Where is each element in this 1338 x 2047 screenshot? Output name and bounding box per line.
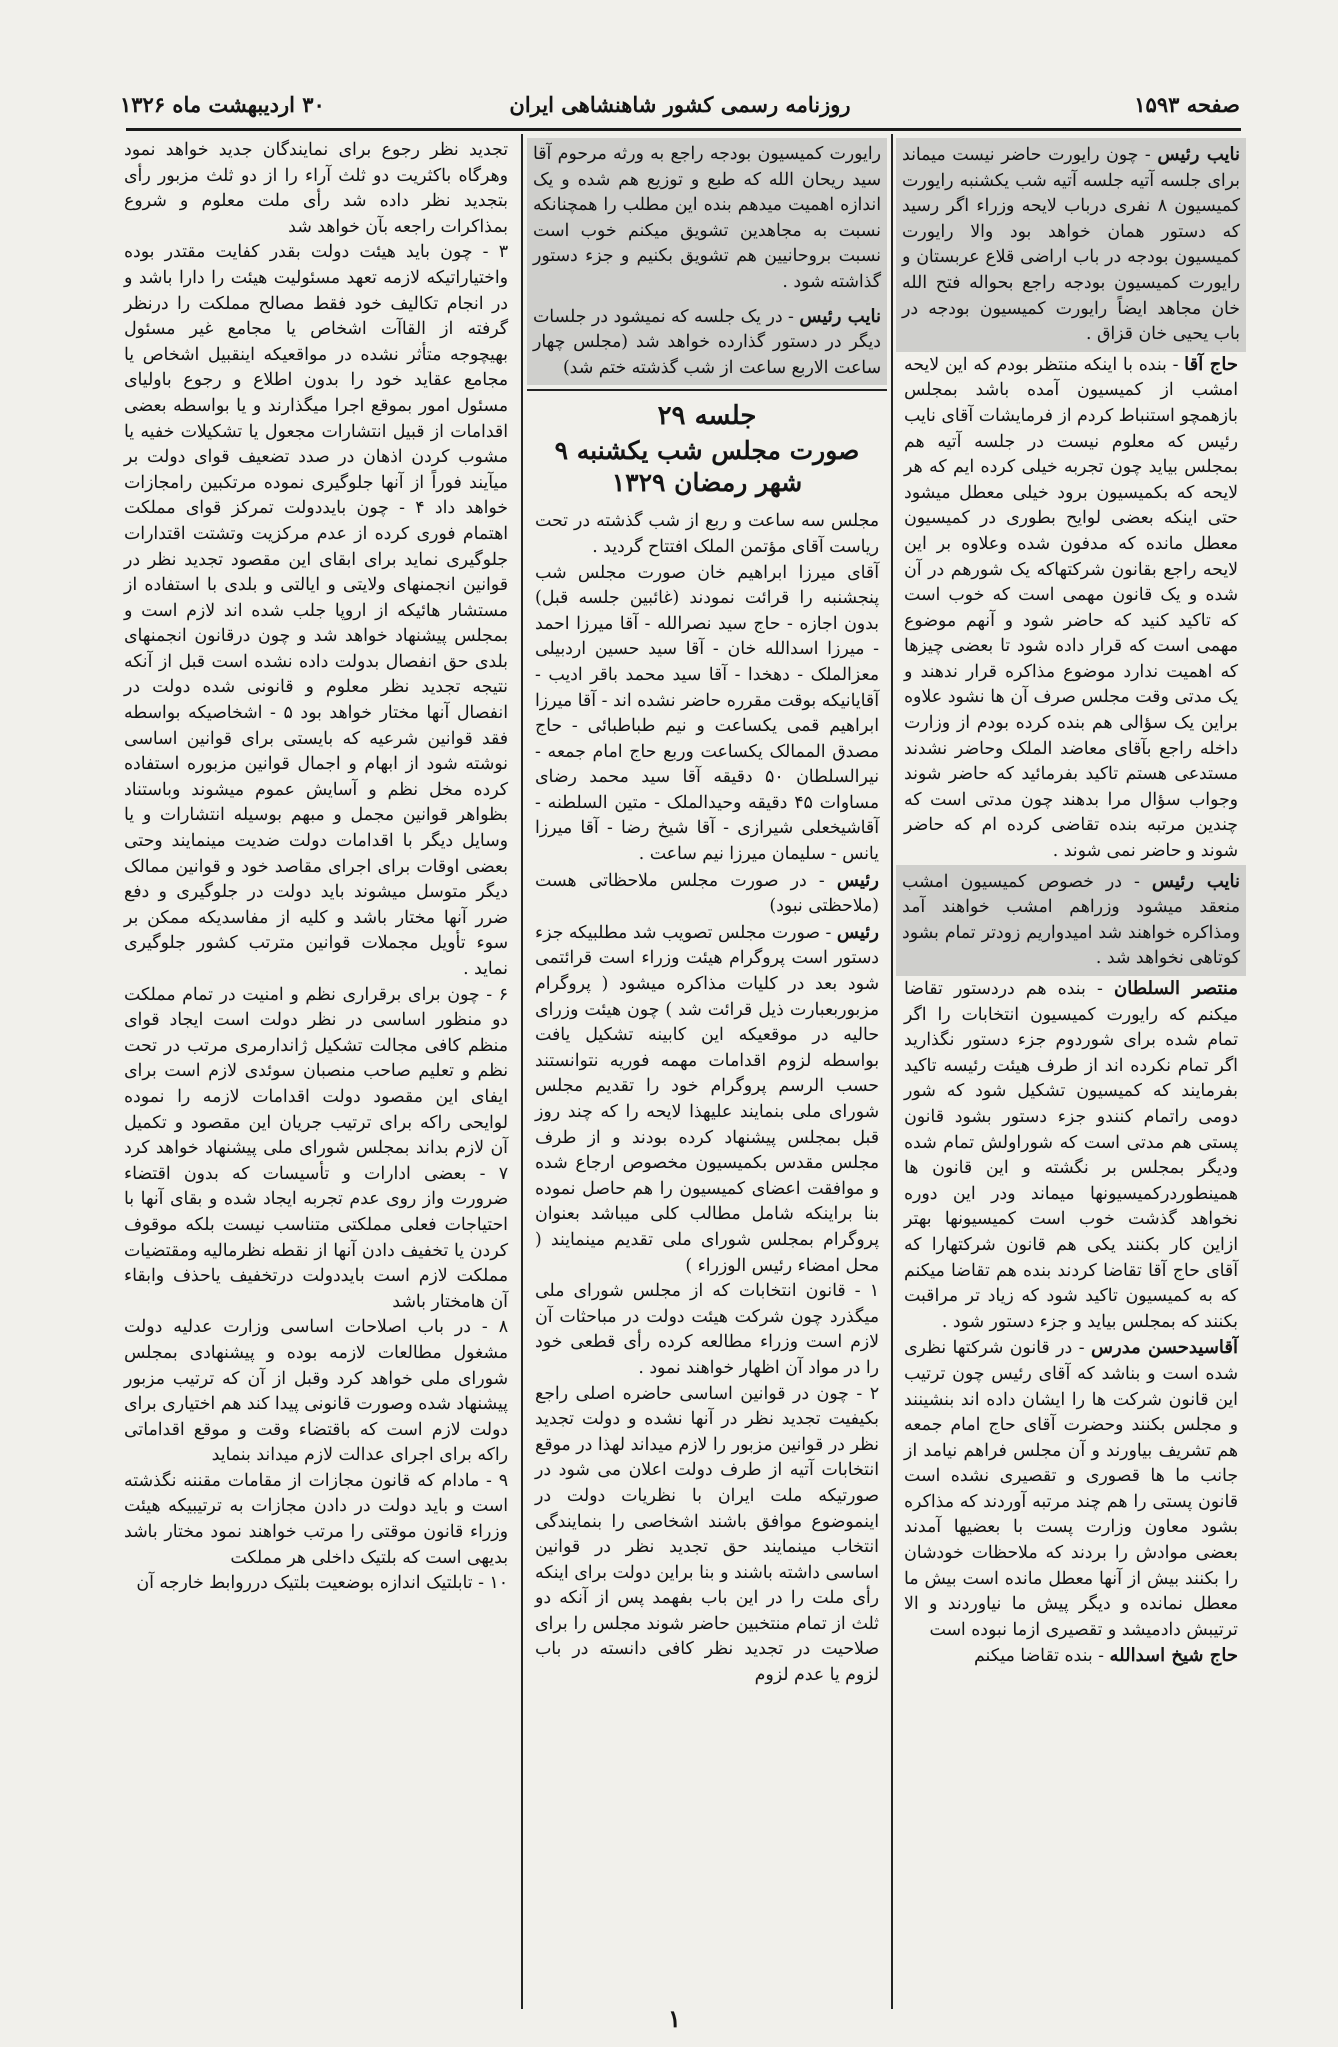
speech-paragraph [535, 1279, 879, 1381]
speech-text: ۸ - در باب اصلاحات اساسی وزارت عدلیه دولت مشغول مطالعات لازمه بوده و پیشنهادی بمجلس شورای ملی خواهد کرد وقبل از آن که ترتیب مزبور پیشنهاد شده وصورت قانونی پیدا کند هم اختیاری برای دولت لازم است که باقتضاء وقت و موقع اقداماتی راکه برای اجرای عدالت لازم میداند بنماید [124, 1317, 508, 1466]
speech-paragraph [896, 865, 1246, 976]
speech-text: - در صورت مجلس ملاحظاتی هست (ملاحظتی نبود) [535, 870, 879, 917]
speech-text: آقای میرزا ابراهیم خان صورت مجلس شب پنجشنبه را قرائت نمودند (غائبین جلسه قبل) بدون اجازه - حاج سید نصرالله - آقا میرزا احمد - میرزا اسدالله خان - آقا سید حسین اردبیلی معزالملک - دهخدا - آقا سید محمد باقر ادیب - آقایانیکه بوقت مقرره حاضر نشده اند - آقا میرزا ابراهیم قمی یکساعت و نیم طباطبائی - حاج مصدق الممالک یکساعت وربع حاج امام جمعه - نیرالسلطان ۵۰ دقیقه آقا سید محمد رضای مساوات ۴۵ دقیقه وحیدالملک - متین السلطنه - آقاشیخعلی شیرازی - آقا شیخ رضا - آقا میرزا یانس - سلیمان میرزا نیم ساعت . [535, 562, 879, 865]
speaker-name: رئیس [836, 921, 879, 943]
speech-paragraph [896, 138, 1246, 352]
speech-paragraph [535, 920, 879, 1279]
speech-text: مجلس سه ساعت و ربع از شب گذشته در تحت ریاست آقای مؤتمن الملک افتتاح گردید . [535, 511, 879, 557]
speech-paragraph [535, 868, 879, 920]
left-column [116, 134, 516, 2014]
right-column [896, 134, 1246, 2014]
speech-paragraph [904, 976, 1238, 1335]
page-footer-number: ۱ [668, 2004, 681, 2033]
speech-text: - بنده با اینکه منتظر بودم که این لایحه امشب از کمیسیون آمده باشد بمجلس بازهمچو استنباط کردم از فرمایشات آقای نایب رئیس که معلوم نیست در جلسه آتیه هم بمجلس بیاید چون تجربه خیلی کرده ایم که هر لایحه که بکمیسیون برود خیلی معطل میشود حتی اینکه بعضی لوایح بطوری در کمیسیون معطل مانده که مدفون شده وعلاوه بر این لایحه راجع بقانون شرکتهاکه یک شورهم در آن شده و یک قانون مهمی است که خوب است که تاکید کنید که حاضر شود و آنهم موضوع مهمی است که قرار داده شود تا بعضی چیزها که اهمیت ندارد موضوع مذاکره قرار ندهند و یک مدتی وقت مجلس صرف آن ها نشود علاوه براین یک سؤالی هم بنده کرده بودم از وزارت داخله راجع بآقای معاضد الملک وحاضر نشدند مستدعی هستم تاکید بفرمائید که حاضر شوند وجواب سؤال مرا بدهند چون مدتی است که چندین مرتبه بنده تقاضی کرده ام که حاضر شوند و حاضر نمی شوند . [904, 354, 1238, 862]
speech-text: - بنده هم دردستور تقاضا میکنم که رایورت کمیسیون انتخابات را اگر تمام شده برای شوردوم جزء دستور نگذارید اگر تمام نکرده اند از طرف هیئت رئیسه تاکید بفرمایند که کمیسیون تشکیل شود که شور دومی راتمام کنندو جزء دستور بشود قانون پستی هم مدتی است که شوراولش تمام شده ودیگر بمجلس بر نگشته و این قانون ها همینطوردرکمیسیونها میماند ودر این دوره نخواهد گذشت خوب است کمیسیونها بهتر ازاین کار بکنند یکی هم قانون شرکتهارا که آقای حاج آقا تقاضا کردند بنده هم تقاضا میکنم که به کمیسیون تاکید شود که زیاد تر مراقبت بکنند که بمجلس بیاید و جزء دستور شود . [904, 979, 1238, 1332]
speech-text: - چون رایورت حاضر نیست میماند برای جلسه آتیه جلسه آتیه شب یکشنبه رایورت کمیسیون ۸ نفری درباب لایحه وزراء اگر رسید که دستور همان خواهد بود والا رایورت کمیسیون بودجه در باب اراضی قلاع عربستان و رایورت کمیسیون بودجه راجع بحواله فتح الله خان مجاهد ایضاً رایورت کمیسیون بودجه در باب یحیی خان قزاق . [902, 145, 1240, 345]
speech-text: - بنده تقاضا میکنم [974, 1646, 1110, 1667]
speech-text: ۱ - قانون انتخابات که از مجلس شورای ملی میگذرد چون شرکت هیئت دولت در مباحثات آن لازم است وزراء مطالعه کرده رأی قطعی خود را در مواد آن اظهار خواهند نمود . [535, 1281, 879, 1378]
column-divider [521, 134, 523, 2009]
speech-paragraph [904, 1643, 1238, 1670]
speaker-name: حاج شیخ اسدالله [1109, 1645, 1238, 1667]
speech-text: ۱۰ - تابلتیک اندازه بوضعیت بلتیک درروابط خارجه آن [136, 1573, 508, 1594]
speaker-name: نایب رئیس [799, 305, 881, 327]
speaker-name: آقاسیدحسن مدرس [1091, 1337, 1238, 1359]
speech-paragraph [535, 1382, 879, 1689]
page-header [120, 88, 1240, 132]
speech-paragraph [527, 138, 887, 300]
speech-paragraph [904, 1335, 1238, 1643]
speech-text: رایورت کمیسیون بودجه راجع به ورثه مرحوم آقا سید ریحان الله که طبع و توزیع هم شده و یک اندازه اهمیت میدهم بنده این مطلب را همچنانکه نسبت به مجاهدین تشویق میکنم خوب است نسبت بروحانیین هم تشویق بکنیم و جزء دستور گذاشته شود . [533, 144, 881, 292]
column-divider [891, 134, 893, 2009]
page-number-label: صفحه ۱۵۹۳ [1134, 92, 1240, 117]
speech-paragraph [124, 138, 508, 240]
speaker-name: نایب رئیس [1157, 144, 1241, 165]
speaker-name: نایب رئیس [1151, 870, 1241, 892]
speech-text: ۳ - چون باید هیئت دولت بقدر کفایت مقتدر بوده واختیاراتیکه لازمه تعهد مسئولیت هیئت را دارا باشد و در انجام تکالیف خود فقط مصالح مملکت را درنظر گرفته از القاآت اشخاص یا مجامع غیر مسئول بهیچوجه متأثر نشده در مواقعیکه اینقبیل اشخاص یا مجامع عقاید خود را بدون اطلاع و رجوع باولیای مسئول امور بموقع اجرا میگذارند و یا بواسطه بعضی اقدامات از قبیل انتشارات مجعول یا تشکیلات خفیه یا مشوب کردن اذهان در صدد تضعیف قوای دولت بر میآیند فوراً از آنها جلوگیری نموده مرتکبین رامجازات خواهد داد ۴ - چون بایددولت تمرکز قوای مملکت اهتمام فوری کرده از عدم مرکزیت وتشتت اقتدارات جلوگیری نماید برای ابقای این مقصود تجدید نظر در قوانین انجمنهای ولایتی و ایالتی و بلدی با استفاده از مستشار هائیکه از اروپا جلب شده اند لازم است و بمجلس پیشنهاد خواهد شد و چون درقانون انجمنهای بلدی حق انفصال بدولت داده نشده است قبل از آنکه نتیجه تجدید نظر معلوم و قانونی شده دولت در انفصال آنها مختار خواهد بود ۵ - اشخاصیکه بواسطه فقد قوانین شرعیه که بایستی برای قوانین اساسی نوشته شود از ابهام و اجمال قوانین مزبوره استفاده کرده مخل نظم و آسایش عموم میشوند وباستناد بظواهر قوانین مجمل و مبهم بوسیله انتشارات و یا وسایل دیگر با اقدامات دولت ضدیت مینمایند وحتی بعضی اوقات برای اجرای مقاصد خود و قوانین ممالک دیگر متوسل میشوند باید دولت در جلوگیری و دفع ضرر آنها مختار باشد و کلیه از مفاسدیکه ممکن بر سوء تأویل مجملات قوانین مترتب کشور جلوگیری نماید . [124, 242, 509, 979]
speech-paragraph [124, 1315, 508, 1469]
speech-text: ۹ - مادام که قانون مجازات از مقامات مقننه نگذشته است و باید دولت در دادن مجازات به ترتیبیکه هیئت وزراء قانون موقتی را مرتب خواهند نمود مختار باشد بدیهی است که بلتیک داخلی هر مملکت [124, 1470, 508, 1568]
speech-paragraph [535, 509, 879, 560]
speaker-name: رئیس [836, 869, 879, 891]
speech-paragraph [535, 561, 879, 868]
speech-text: ۶ - چون برای برقراری نظم و امنیت در تمام مملکت دو منظور اساسی در نظر دولت است ایجاد قوای منظم کافی مجالت تشکیل ژاندارمری مرتب در تحت نظم و تعلیم صاحب منصبان سوئدی لازم است برای ایفای این مقصود دولت اقدامات لازمه را نموده لوایحی راکه برای ترتیب جریان این مقصود و تکمیل آن لازم بداند بمجلس شورای ملی پیشنهاد خواهد کرد ۷ - بعضی ادارات و تأسیسات که بدون اقتضاء ضرورت واز روی عدم تجربه ایجاد شده و بقای آنها با احتیاجات فعلی مملکتی متناسب نیست بلکه موقوف کردن یا تخفیف دادن آنها از نقطه نظرمالیه ومقتضیات مملکت لازم است بایددولت درتخفیف یاحذف وابقاء آن هامختار باشد [124, 984, 508, 1312]
speech-text: - در یک جلسه که نمیشود در جلسات دیگر در دستور گذارده خواهد شد (مجلس چهار ساعت الاربع ساعت از شب گذشته ختم شد) [533, 306, 881, 378]
session-title: جلسه ۲۹ [657, 401, 757, 432]
issue-date: ۳۰ اردیبهشت ماه ۱۳۲۶ [120, 92, 325, 117]
header-rule [126, 128, 1241, 131]
middle-column [527, 134, 887, 2014]
speech-paragraph [124, 1571, 508, 1597]
speech-paragraph [527, 300, 887, 386]
newspaper-title: روزنامه رسمی کشور شاهنشاهی ایران [509, 92, 851, 117]
speech-text: تجدید نظر رجوع برای نمایندگان جدید خواهد نمود وهرگاه باکثریت دو ثلث آراء را از دو ثلث مزبور رأی بتجدید نظر داده شد رأی ملت معلوم و شروع بمذاکرات راجعه بآن خواهد شد [124, 140, 508, 237]
speech-text: ۲ - چون در قوانین اساسی حاضره اصلی راجع بکیفیت تجدید نظر در آنها نشده و دولت تجدید نظر در قوانین مزبور را لازم میداند لهذا در موقع انتخابات آتیه از طرف دولت اعلان می شود در صورتیکه ملت ایران با نظریات دولت در اینموضوع موافق باشند اشخاصی را بنمایندگی انتخاب مینمایند حق تجدید نظر در قوانین اساسی داشته باشند و بنا براین دولت برای اینکه رأی ملت را در این باب بفهمد پس از آنکه دو ثلث از تمام منتخبین حاضر شوند مجلس را برای صلاحیت در تجدید نظر کافی دانسته در باب لزوم یا عدم لزوم [535, 1383, 879, 1686]
speech-paragraph [124, 1469, 508, 1571]
speech-text: - در خصوص کمیسیون امشب منعقد میشود وزراهم امشب خواهند آمد ومذاکره خواهند شد امیدواریم زودتر تمام بشود کوتاهی نخواهد شد . [902, 871, 1240, 969]
session-subtitle: صورت مجلس شب یکشنبه ۹ شهر رمضان ۱۳۲۹ [554, 436, 860, 498]
speech-text: - صورت مجلس تصویب شد مطلبیکه جزء دستور است پروگرام هیئت وزراء است قرائتمی شود بعد در کلیات مذاکره میشود ( پروگرام مزبوربعبارت ذیل قرائت شد ) چون هیئت وزرای حالیه در موقعیکه این کابینه تشکیل یافت بواسطه لزوم اقدامات مهمه فوریه نتوانستند حسب الرسم پروگرام خود را تقدیم مجلس شورای ملی بنمایند علیهذا لایحه را که چند روز قبل بمجلس پیشنهاد کرده بودند و از طرف مجلس مقدس بکمیسیون مخصوص ارجاع شده و موافقت اعضای کمیسیون را هم حاصل نموده بنا براینکه شامل مطالب کلی میباشد بعنوان پروگرام بمجلس شورای ملی تقدیم مینمایند ( محل امضاء رئیس الوزراء ) [535, 922, 879, 1276]
speech-text: - در قانون شرکتها نظری شده است و بناشد که آقای رئیس چون ترتیب این قانون شرکت ها را ایشان داده اند بنشینند و مجلس بکنند وحضرت آقای حاج امام جمعه هم تشریف بیاورند و آن مجلس فراهم نیامد از جانب ما ها قصوری و تقصیری نشده است قانون پستی را هم چند مرتبه آوردند که مذاکره بشود معاون وزارت پست با بعضیها آمدند بعضی موادش را بردند که ملاحظات خودشان را بکنند بیش از آنها معطل مانده است بیش ما معطل نمانده و دیگر پیش ما نیاوردند و الا ترتیبش دادمیشد و تقصیری ازما نبوده است [904, 1338, 1238, 1640]
speech-paragraph [124, 240, 508, 982]
speaker-name: حاج آقا [1184, 353, 1238, 375]
speech-paragraph [124, 983, 508, 1316]
speech-paragraph [904, 352, 1238, 865]
session-divider [527, 389, 887, 391]
speaker-name: منتصر السلطان [1114, 978, 1238, 999]
